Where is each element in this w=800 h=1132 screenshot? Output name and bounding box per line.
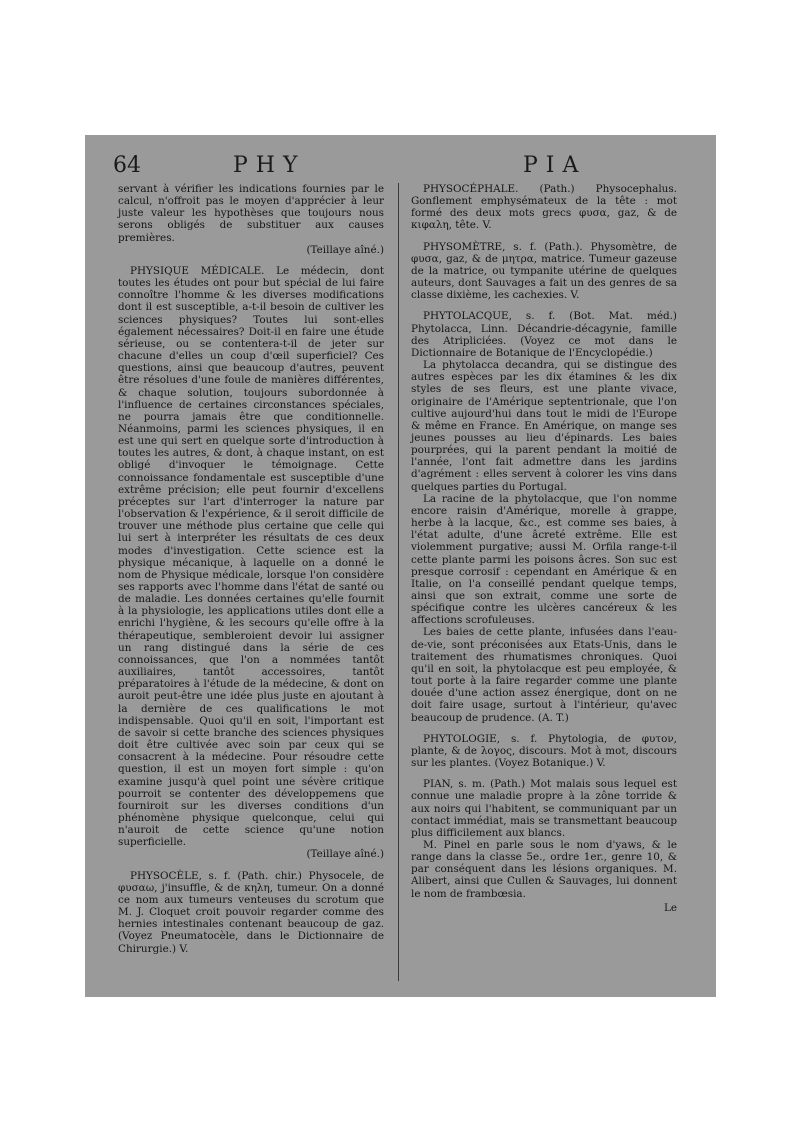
- entry-physometre: PHYSOMÈTRE, s. f. (Path.). Physomètre, de φυσα, gaz, & de μητρα, matrice. Tumeur gazeuse de la matrice, ou tympanite utérine de quelques auteurs, dont Sauvages a fait un des genres de sa classe dixième, les cachexies. V.: [411, 240, 677, 302]
- entry-pian: PIAN, s. m. (Path.) Mot malais sous lequel est connue une maladie propre à la zône torride & aux noirs qui l'habitent, se communiquant par un contact immédiat, mais se transmettant beaucoup plus difficilement aux blancs.: [411, 778, 677, 839]
- author-signature: (Teillaye aîné.): [306, 848, 384, 861]
- catchword: Le: [663, 901, 677, 914]
- scanned-page: [85, 135, 716, 997]
- paragraph: La racine de la phytolacque, que l'on nomme encore raisin d'Amérique, morelle à grappe, herbe à la lacque, &c., est comme ses baies, à l'état adulte, d'une âcreté extrême. Elle est violemment purgative; aussi M. Orfila range-t-il cette plante parmi les poisons âcres. Son suc est presque corrosif : cependant en Amérique & en Italie, on l'a conseillé pendant quelque temps, ainsi que son extrait, comme une sorte de spécifique contre les ulcères cancéreux & les affections scrofuleuses.: [411, 492, 677, 627]
- author-signature: (Teillaye aîné.): [306, 243, 384, 256]
- running-header: [85, 153, 716, 183]
- headword-right: PIA: [523, 153, 587, 178]
- left-column: [118, 183, 384, 955]
- entry-physocephale: PHYSOCÉPHALE. (Path.) Physocephalus. Gonflement emphysémateux de la tête : mot formé des deux mots grecs φυσα, gaz, & de κιφαλη, tête. V.: [411, 183, 677, 232]
- entry-physique-medicale: PHYSIQUE MÉDICALE. Le médecin, dont toutes les études ont pour but spécial de lui faire connoître l'homme & les diverses modifications dont il est susceptible, a-t-il besoin de cultiver les sciences physiques? Toutes lui sont-elles également nécessaires? Doit-il en faire une étude sérieuse, ou se contentera-t-il de jeter sur chacune d'elles un coup d'œil superficiel? Ces questions, ainsi que beaucoup d'autres, peuvent être résolues d'une foule de manières différentes, & chaque solution, toujours subordonnée à l'influence de certaines circonstances spéciales, ne pourra jamais être que conditionnelle. Néanmoins, parmi les sciences physiques, il en est une qui sert en quelque sorte d'introduction à toutes les autres, & dont, à chaque instant, on est obligé d'invoquer le témoignage. Cette connoissance fondamentale est susceptible d'une extrême précision; elle peut fournir d'excellens préceptes sur l'art d'interroger la nature par l'observation & l'expérience, & il seroit difficile de trouver une méthode plus certaine que celle qui lui sert à interpréter les résultats de ces deux modes d'investigation. Cette science est la physique mécanique, à laquelle on a donné le nom de Physique médicale, lorsque l'on considère ses rapports avec l'homme dans l'état de santé ou de maladie. Les données certaines qu'elle fournit à la physiologie, les applications utiles dont elle a enrichi l'hygiène, & les secours qu'elle offre à la thérapeutique, sembleroient devoir lui assigner un rang distingué dans la série de ces connoissances, que l'on a nommées tantôt auxiliaires, tantôt accessoires, tantôt préparatoires à l'étude de la médecine, & dont on auroit peut-être une idée plus juste en ajoutant à la dernière de ces qualifications le mot indispensable. Quoi qu'il en soit, l'important est de savoir si cette branche des sciences physiques doit être cultivée avec soin par ceux qui se consacrent à la médecine. Pour résoudre cette question, il est un moyen fort simple : qu'on examine jusqu'à quel point une sévère critique pourroit se contenter des développemens que fourniroit sur les diverses conditions d'un phénomène physique quelconque, celui qui n'auroit de cette science qu'une notion superficielle.: [118, 264, 385, 849]
- paragraph: La phytolacca decandra, qui se distingue des autres espèces par les dix étamines & les dix styles de ses fleurs, est une plante vivace, originaire de l'Amérique septentrionale, que l'on cultive aujourd'hui dans tout le midi de l'Europe & même en France. En Amérique, on mange ses jeunes pousses au lieu d'épinards. Les baies pourprées, qui la parent pendant la moitié de l'année, l'ont fait admettre dans les jardins d'agrément : elles servent à colorer les vins dans quelques parties du Portugal.: [411, 359, 677, 493]
- headword-left: PHY: [233, 153, 306, 178]
- paragraph: servant à vérifier les indications fournies par le calcul, n'offroit pas le moyen d'apprécier à leur juste valeur les hypothèses que toujours nous serons obligés de substituer aux causes premières.: [118, 183, 384, 244]
- right-column: [411, 183, 677, 914]
- entry-phytolacque: PHYTOLACQUE, s. f. (Bot. Mat. méd.) Phytolacca, Linn. Décandrie-décagynie, famille des Atripliciées. (Voyez ce mot dans le Dictionnaire de Botanique de l'Encyclopédie.): [411, 310, 677, 359]
- entry-phytologie: PHYTOLOGIE, s. f. Phytologia, de φυτον, plante, & de λογος, discours. Mot à mot, discours sur les plantes. (Voyez Botanique.) V.: [411, 732, 677, 770]
- paragraph: Les baies de cette plante, infusées dans l'eau-de-vie, sont préconisées aux Etats-Unis, dans le traitement des rhumatismes chroniques. Quoi qu'il en soit, la phytolacque est peu employée, & tout porte à la faire regarder comme une plante douée d'une action assez énergique, dont on ne doit faire usage, surtout à l'intérieur, qu'avec beaucoup de prudence. (A. T.): [411, 626, 677, 724]
- entry-physocele: PHYSOCÈLE, s. f. (Path. chir.) Physocele, de φυσαω, j'insuffle, & de κηλη, tumeur. On a donné ce nom aux tumeurs venteuses du scrotum que M. J. Cloquet croit pouvoir regarder comme des hernies intestinales contenant beaucoup de gaz. (Voyez Pneumatocèle, dans le Dictionnaire de Chirurgie.) V.: [118, 869, 384, 955]
- page-number: 64: [113, 153, 141, 178]
- paragraph: M. Pinel en parle sous le nom d'yaws, & le range dans la classe 5e., ordre 1er., genre 10, & par conséquent dans les lésions organiques. M. Alibert, ainsi que Cullen & Sauvages, lui donnent le nom de frambœsia.: [411, 838, 677, 900]
- column-divider: [398, 183, 399, 981]
